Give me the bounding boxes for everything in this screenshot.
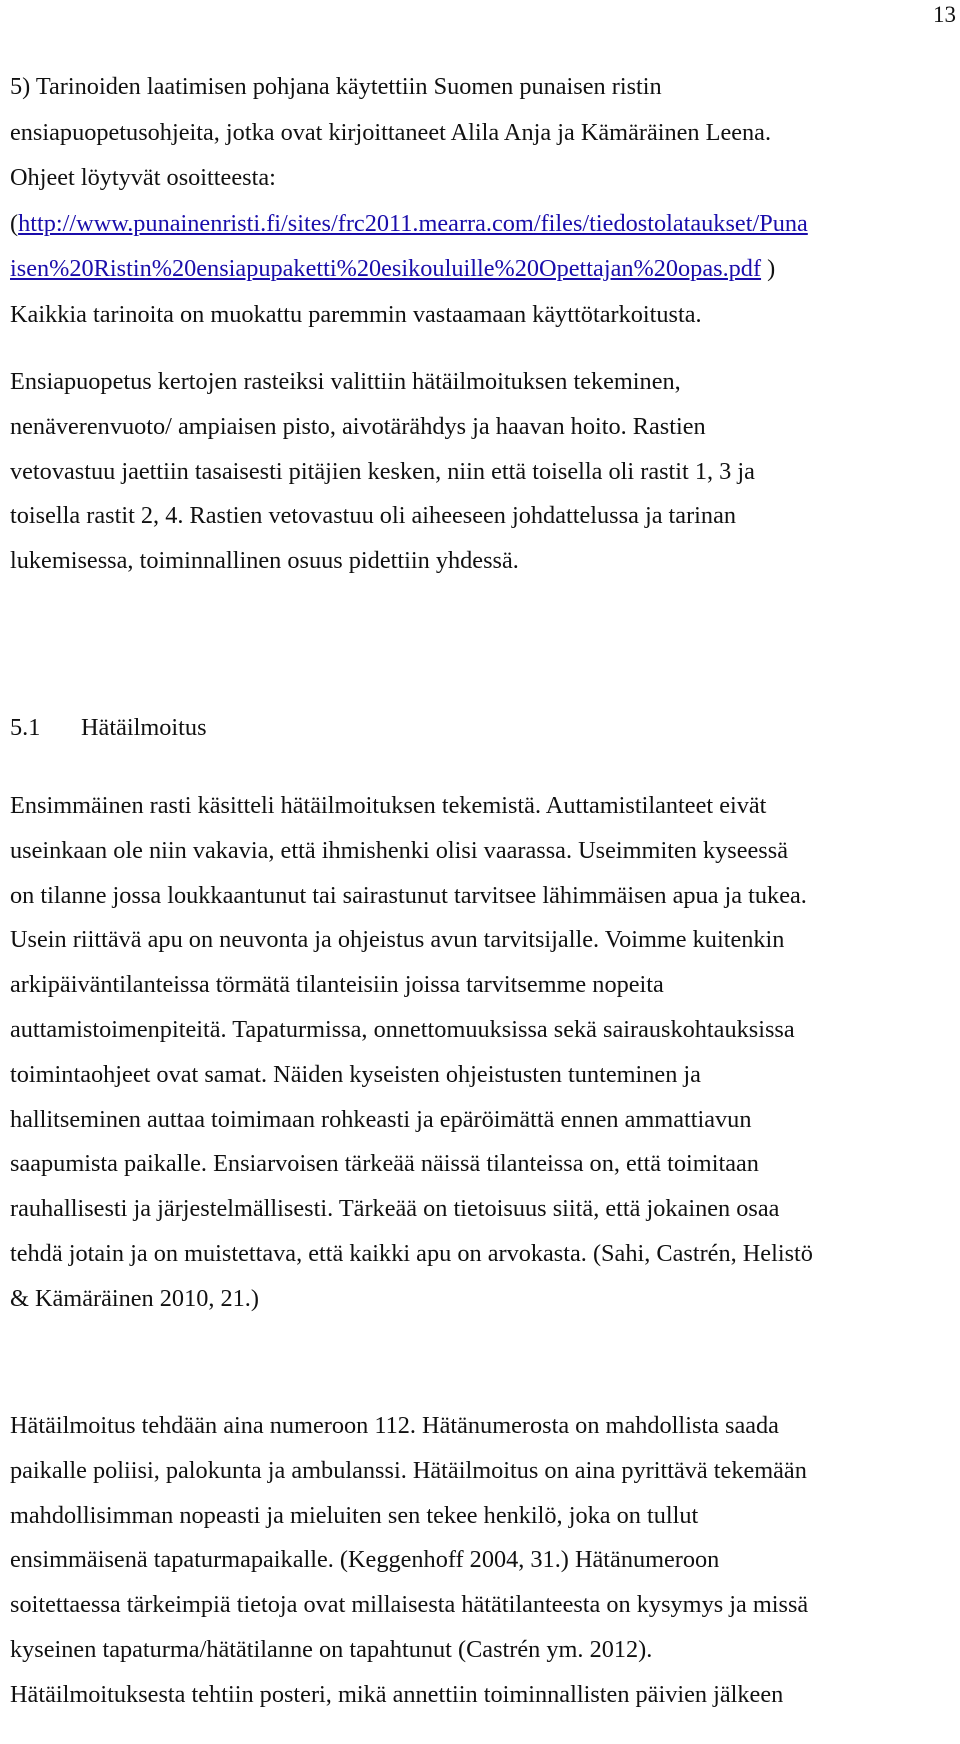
- text-line: rauhallisesti ja järjestelmällisesti. Tärkeää on tietoisuus siitä, että jokainen osaa: [10, 1195, 780, 1223]
- paragraph-stations: [10, 360, 755, 584]
- section-number: 5.1: [10, 714, 41, 741]
- text-line: kyseinen tapaturma/hätätilanne on tapahtunut (Castrén ym. 2012).: [10, 1635, 653, 1663]
- source-link-part2[interactable]: isen%20Ristin%20ensiapupaketti%20esikouluille%20Opettajan%20opas.pdf: [10, 255, 762, 283]
- text-line: ensimmäisenä tapaturmapaikalle. (Keggenhoff 2004, 31.) Hätänumeroon: [10, 1546, 720, 1574]
- text-line: arkipäiväntilanteissa törmätä tilanteisiin joissa tarvitsemme nopeita: [10, 971, 664, 999]
- text-line: nenäverenvuoto/ ampiaisen pisto, aivotärähdys ja haavan hoito. Rastien: [10, 412, 706, 440]
- text-line: Ensimmäinen rasti käsitteli hätäilmoituksen tekemistä. Auttamistilanteet eivät: [10, 792, 767, 819]
- link-suffix: ): [761, 255, 776, 283]
- text-line: hallitseminen auttaa toimimaan rohkeasti ja epäröimättä ennen ammattiavun: [10, 1105, 752, 1133]
- text-line: lukemisessa, toiminnallinen osuus pidettiin yhdessä.: [10, 547, 519, 575]
- text-line: mahdollisimman nopeasti ja mieluiten sen tekee henkilö, joka on tullut: [10, 1501, 699, 1529]
- paragraph-emergency-call: [10, 784, 813, 1322]
- text-line: toimintaohjeet ovat samat. Näiden kyseisten ohjeistusten tunteminen ja: [10, 1060, 701, 1088]
- section-heading: [10, 704, 207, 752]
- text-line: tehdä jotain ja on muistettava, että kaikki apu on arvokasta. (Sahi, Castrén, Helistö: [10, 1239, 813, 1267]
- link-prefix: (: [10, 209, 19, 237]
- page-number: 13: [933, 2, 956, 27]
- text-line: useinkaan ole niin vakavia, että ihmishenki olisi vaarassa. Useimmiten kyseessä: [10, 836, 788, 864]
- text-line: saapumista paikalle. Ensiarvoisen tärkeää näissä tilanteissa on, että toimitaan: [10, 1150, 759, 1178]
- text-line: Hätäilmoituksesta tehtiin posteri, mikä annettiin toiminnallisten päivien jälkeen: [10, 1680, 784, 1708]
- text-line: Ohjeet löytyvät osoitteesta:: [10, 164, 276, 192]
- text-line: Ensiapuopetus kertojen rasteiksi valittiin hätäilmoituksen tekeminen,: [10, 368, 681, 395]
- text-line: toisella rastit 2, 4. Rastien vetovastuu oli aiheeseen johdattelussa ja tarinan: [10, 502, 737, 530]
- text-line: ensiapuopetusohjeita, jotka ovat kirjoittaneet Alila Anja ja Kämäräinen Leena.: [10, 118, 772, 146]
- paragraph-sources: [10, 64, 808, 338]
- text-line: & Kämäräinen 2010, 21.): [10, 1284, 259, 1312]
- text-line: on tilanne jossa loukkaantunut tai sairastunut tarvitsee lähimmäisen apua ja tukea.: [10, 881, 807, 909]
- text-line: Kaikkia tarinoita on muokattu paremmin vastaamaan käyttötarkoitusta.: [10, 300, 702, 328]
- text-line: soitettaessa tärkeimpiä tietoja ovat millaisesta hätätilanteesta on kysymys ja missä: [10, 1591, 809, 1619]
- section-title: Hätäilmoitus: [81, 714, 207, 741]
- paragraph-emergency-number: [10, 1404, 808, 1718]
- text-line: vetovastuu jaettiin tasaisesti pitäjien kesken, niin että toisella oli rastit 1, 3 ja: [10, 457, 755, 485]
- text-line: paikalle poliisi, palokunta ja ambulanssi. Hätäilmoitus on aina pyrittävä tekemään: [10, 1456, 807, 1484]
- text-line: Usein riittävä apu on neuvonta ja ohjeistus avun tarvitsijalle. Voimme kuitenkin: [10, 926, 785, 954]
- text-line: [10, 201, 808, 247]
- text-line: auttamistoimenpiteitä. Tapaturmissa, onnettomuuksissa sekä sairauskohtauksissa: [10, 1015, 795, 1043]
- text-line: Hätäilmoitus tehdään aina numeroon 112. Hätänumerosta on mahdollista saada: [10, 1412, 779, 1439]
- text-line: 5) Tarinoiden laatimisen pohjana käytettiin Suomen punaisen ristin: [10, 73, 662, 100]
- source-link-part1[interactable]: http://www.punainenristi.fi/sites/frc2011.mearra.com/files/tiedostolataukset/Puna: [18, 209, 808, 237]
- text-line: [10, 246, 808, 292]
